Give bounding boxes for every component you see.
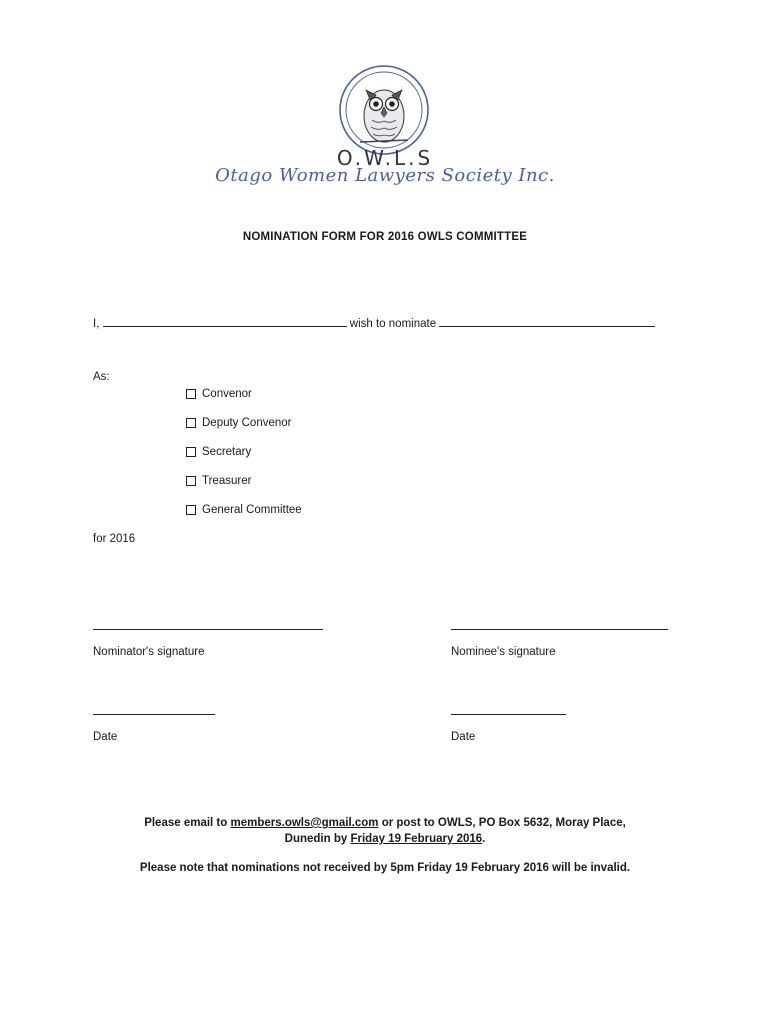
nominee-date-line[interactable] (451, 714, 566, 715)
option-deputy-convenor[interactable] (186, 417, 292, 429)
footer-city-prefix: Dunedin by (284, 833, 348, 845)
nominator-date-line[interactable] (93, 714, 215, 715)
checkbox-convenor[interactable] (186, 389, 196, 399)
nomination-prefix: I, (93, 318, 100, 330)
nominator-name-field[interactable] (103, 315, 347, 327)
option-general-committee[interactable] (186, 504, 302, 516)
owl-icon (338, 64, 430, 156)
logo-society-name: Otago Women Lawyers Society Inc. (215, 165, 555, 186)
checkbox-general-committee[interactable] (186, 505, 196, 515)
deadline-date: Friday 19 February 2016 (350, 833, 483, 845)
nomination-line (93, 315, 655, 330)
footer-instructions (0, 815, 770, 847)
footer-period: . (482, 833, 486, 845)
logo-abbrev: O.W.L.S (336, 146, 434, 170)
for-year: for 2016 (93, 533, 136, 545)
nominee-signature-label: Nominee's signature (451, 646, 556, 658)
nominee-signature-line[interactable] (451, 629, 668, 630)
option-secretary[interactable] (186, 446, 251, 458)
footer-note: Please note that nominations not received by 5pm Friday 19 February 2016 will be invalid. (139, 862, 631, 874)
option-convenor[interactable] (186, 388, 252, 400)
as-label: As: (93, 371, 110, 383)
option-label: Deputy Convenor (202, 417, 292, 429)
footer-post-text: or post to OWLS, PO Box 5632, Moray Place, (381, 817, 626, 829)
option-label: Secretary (202, 446, 252, 458)
nomination-middle: wish to nominate (349, 318, 437, 330)
nominator-signature-line[interactable] (93, 629, 323, 630)
checkbox-secretary[interactable] (186, 447, 196, 457)
form-title: NOMINATION FORM FOR 2016 OWLS COMMITTEE (242, 231, 528, 243)
option-label: Treasurer (202, 475, 252, 487)
checkbox-deputy-convenor[interactable] (186, 418, 196, 428)
option-label: General Committee (202, 504, 302, 516)
nominator-signature-label: Nominator's signature (93, 646, 205, 658)
nominator-date-label: Date (93, 731, 118, 743)
nominee-name-field[interactable] (439, 315, 655, 327)
option-treasurer[interactable] (186, 475, 251, 487)
option-label: Convenor (202, 388, 252, 400)
nominee-date-label: Date (451, 731, 476, 743)
checkbox-treasurer[interactable] (186, 476, 196, 486)
footer-email-prefix: Please email to (144, 817, 228, 829)
email-link[interactable]: members.owls@gmail.com (230, 817, 379, 829)
